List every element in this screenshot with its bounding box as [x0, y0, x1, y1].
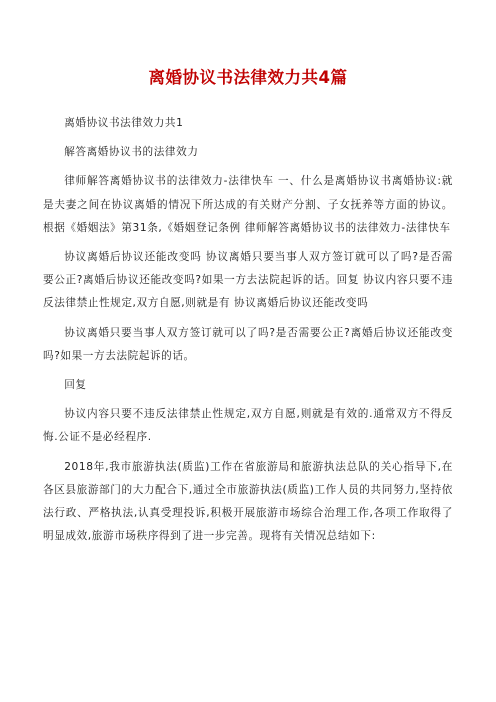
document-title: 离婚协议书法律效力共4篇 — [148, 68, 348, 87]
paragraph: 协议离婚后协议还能改变吗 协议离婚只要当事人双方签订就可以了吗?是否需要公正?离婚后协议还能改变吗?如果一方去法院起诉的话。回复 协议内容只要不违反法律禁止性规定,双方自愿,则就是有 协议离婚后协议还能改变吗 — [43, 251, 453, 310]
paragraph: 离婚协议书法律效力共1 — [64, 117, 184, 129]
paragraph: 2018年,我市旅游执法(质监)工作在省旅游局和旅游执法总队的关心指导下,在各区县旅游部门的大力配合下,通过全市旅游执法(质监)工作人员的共同努力,坚持依法行政、严格执法,认真受理投诉,积极开展旅游市场综合治理工作,各项工作取得了明显成效,旅游市场秩序得到了进一步完善。现将有关情况总结如下: — [43, 460, 453, 543]
document-body — [43, 112, 453, 548]
paragraph: 协议内容只要不违反法律禁止性规定,双方自愿,则就是有效的.通常双方不得反悔.公证不是必经程序. — [43, 408, 453, 444]
paragraph: 解答离婚协议书的法律效力 — [64, 146, 199, 159]
paragraph: 协议离婚只要当事人双方签订就可以了吗?是否需要公正?离婚后协议还能改变吗?如果一方去法院起诉的话。 — [43, 326, 453, 362]
paragraph: 回复 — [64, 379, 87, 392]
paragraph: 律师解答离婚协议书的法律效力-法律快车 一、什么是离婚协议书离婚协议:就是夫妻之间在协议离婚的情况下所达成的有关财产分割、子女抚养等方面的协议。根据《婚姻法》第31条,《婚姻登记条例 律师解答离婚协议书的法律效力-法律快车 — [43, 175, 453, 234]
